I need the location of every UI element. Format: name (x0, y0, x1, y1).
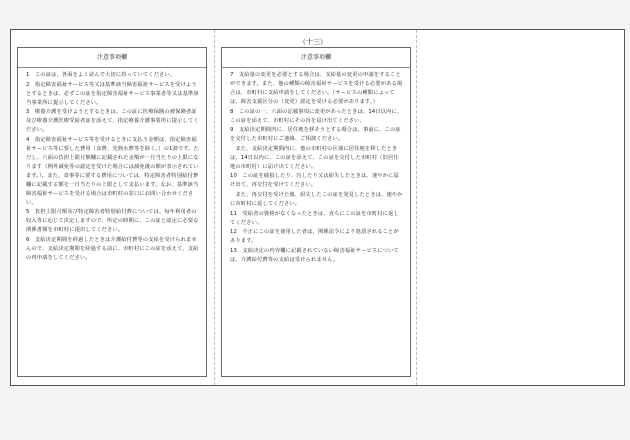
note-item: 11 受給者の資格がなくなったときは、直ちにこの証を市町村に返してください。 (230, 210, 399, 226)
note-item: また、再交付を受けた後、紛失したこの証を発見したときは、速やかに市町村に返してください。 (230, 191, 403, 207)
fold-line-1 (214, 30, 215, 385)
notes-panel-right (221, 47, 411, 377)
page-number: （十三） (299, 38, 327, 46)
note-item: 7 支給量の変更を必要とする場合は、支給量の変更の申請をすることができます。また、他の種類の障害福祉サービスを受ける必要がある場合は、市町村に支給申請をしてください。（サービスの種類によっては、障害支援区分の（変更）認定を受ける必要があります。） (230, 72, 403, 105)
note-item: 9 支給決定期間内に、居住地を移そうとする場合は、事前に、この証を交付した市町村にご連絡、ご相談ください。 (230, 127, 401, 143)
note-item: 3 療養介護を受けようとするときは、この証に医療保険の被保険者証及び療養介護医療受給者証を添えて、指定療養介護事業所に提示してください。 (26, 109, 199, 134)
panel-title: 注意事項欄 (222, 48, 410, 68)
fold-line-2 (416, 30, 417, 385)
note-item: 5 負担上限月額及び特定障害者特別給付費については、毎年利用者の収入等に応じて決定しますので、所定の時期に、この証と認定に必要な関係書類を市町村に提出してください。 (26, 209, 199, 234)
note-item: 2 指定障害福祉サービス等又は基準該当障害福祉サービスを受けようとするときは、必ずこの証を指定障害福祉サービス事業者等又は基準該当事業所に提示してください。 (26, 81, 199, 106)
note-item: 1 この証は、各面をよく読んで大切に持っていてください。 (26, 72, 176, 78)
note-item: 13 支給決定の内容欄に記載されていない障害福祉サービスについては、介護給付費等の支給は受けられません。 (230, 247, 399, 263)
note-item: 8 この証の一、六面の記載事項に変更があったときは、14日以内に、この証を添えて、市町村にその旨を届け出てください。 (230, 108, 403, 124)
notes-panel-left (17, 47, 207, 377)
note-item: 12 不正にこの証を使用した者は、関係法令により処罰されることがあります。 (230, 229, 399, 245)
note-item: 10 この証を破損したり、汚したり又は紛失したときは、速やかに届け出て、再交付を受けてください。 (230, 173, 399, 189)
note-item: 4 指定障害福祉サービス等を受けるときに支払う金額は、指定障害福祉サービス等に要した費用（食費、光熱水費等を除く。）の1割です。ただし、六面の負担上限月額欄に記載された金額が一月当たりの上限になります（例外減免等の認定を受けた場合には減免後の額が表示されています。）。また、食事等に要する費用については、特定障害者特別給付費欄に記載する額を一日当たりの上限として支払います。なお、基準該当障害福祉サービスを受ける場合は市町村の窓口にお問い合わせください。 (26, 136, 199, 206)
note-item: 6 支給決定期間を経過したときは介護給付費等の支給を受けられませんので、支給決定期間を経過する前に、市町村にこの証を添えて、支給の再申請をしてください。 (26, 236, 199, 261)
note-item: また、支給決定期間内に、他の市町村の区域に居住地を移したときは、14日以内に、この証を添えて、この証を交付した市町村（旧居住地の市町村）に届け出てください。 (230, 145, 399, 170)
panel-title: 注意事項欄 (18, 48, 206, 68)
